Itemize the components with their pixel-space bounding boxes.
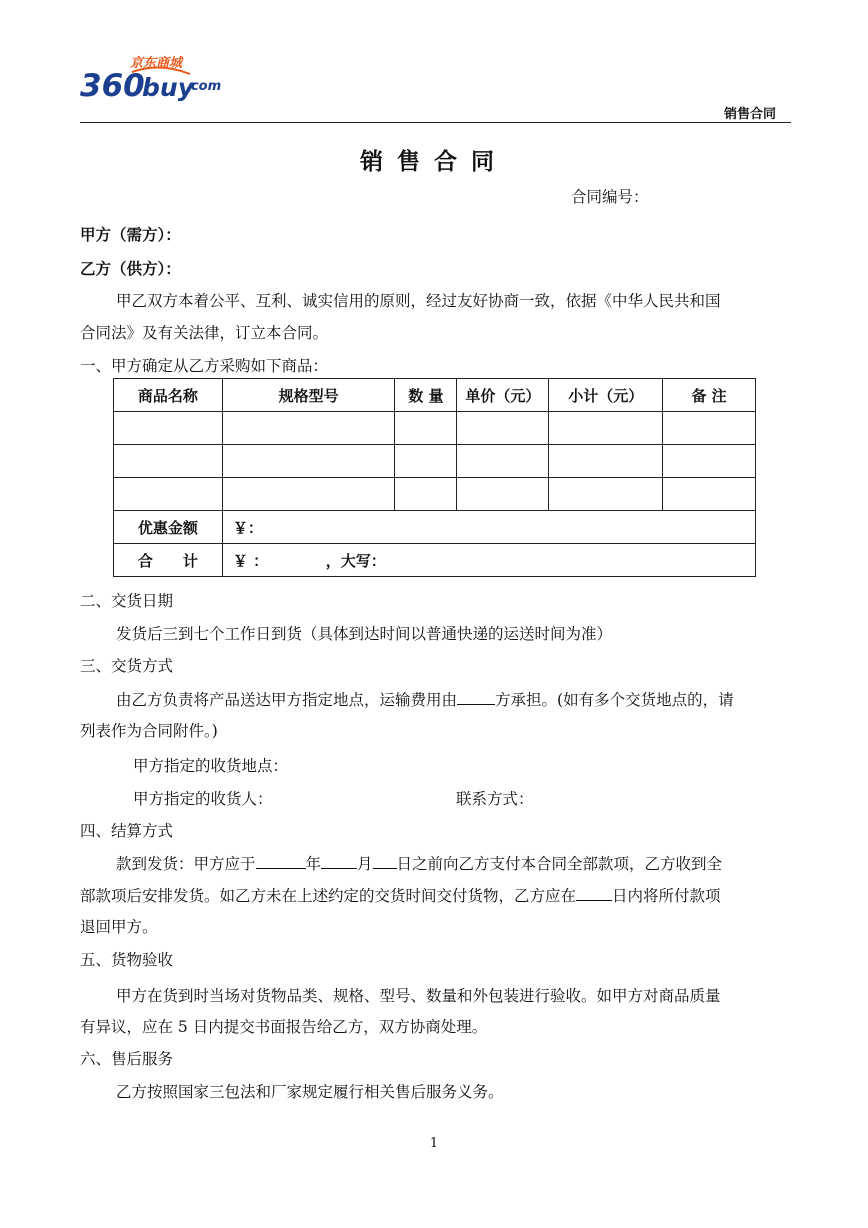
goods-table-header-row	[114, 379, 756, 412]
discount-label: 优惠金额	[114, 511, 223, 544]
discount-row	[114, 511, 756, 544]
intro-line-1: 甲乙双方本着公平、互利、诚实信用的原则，经过友好协商一致，依据《中华人民共和国	[116, 292, 721, 310]
table-cell	[222, 478, 395, 511]
section-6-heading: 六、售后服务	[80, 1050, 174, 1068]
table-row	[114, 445, 756, 478]
goods-table	[113, 378, 756, 577]
table-cell	[222, 445, 395, 478]
table-cell	[457, 412, 549, 445]
settlement-text-day: 日之前向乙方支付本合同全部款项，乙方收到全	[396, 855, 723, 873]
shipping-payer-blank	[457, 689, 495, 705]
settlement-text-year: 年	[305, 855, 322, 873]
settlement-text-1: 款到发货：甲方应于	[116, 855, 256, 873]
table-cell	[395, 445, 457, 478]
receiving-place-label: 甲方指定的收货地点：	[133, 757, 289, 775]
contract-number-label: 合同编号：	[571, 188, 649, 206]
table-cell	[663, 478, 756, 511]
total-value: ￥ ： ，大写：	[222, 544, 755, 577]
delivery-date-text: 发货后三到七个工作日到货（具体到达时间以普通快递的运送时间为准）	[116, 625, 613, 643]
logo-number-text: 360	[80, 68, 145, 104]
settlement-text-2b: 日内将所付款项	[612, 887, 721, 905]
col-header-unit-price: 单价（元）	[457, 379, 549, 412]
col-header-remarks: 备 注	[663, 379, 756, 412]
delivery-method-text-b: 方承担。(如有多个交货地点的，请	[495, 691, 734, 709]
page-number: 1	[429, 1136, 439, 1151]
refund-days-blank	[576, 885, 612, 901]
table-cell	[549, 445, 663, 478]
page-title: 销售合同	[360, 149, 508, 175]
settlement-line-3: 退回甲方。	[80, 918, 158, 936]
inspection-line-1: 甲方在货到时当场对货物品类、规格、型号、数量和外包装进行验收。如甲方对商品质量	[116, 987, 721, 1005]
table-row	[114, 478, 756, 511]
logo-word-text: buy	[142, 73, 194, 102]
settlement-line-2	[80, 885, 721, 906]
section-1-heading: 一、甲方确定从乙方采购如下商品：	[80, 357, 329, 375]
party-b-label: 乙方（供方）：	[80, 260, 181, 278]
settlement-text-month: 月	[357, 855, 373, 873]
section-3-heading: 三、交货方式	[80, 657, 174, 675]
company-logo	[80, 52, 240, 104]
inspection-line-2: 有异议，应在 5 日内提交书面报告给乙方，双方协商处理。	[80, 1018, 488, 1036]
settlement-text-2: 部款项后安排发货。如乙方未在上述约定的交货时间交付货物，乙方应在	[80, 887, 577, 905]
intro-line-2: 合同法》及有关法律，订立本合同。	[80, 324, 329, 342]
table-cell	[222, 412, 395, 445]
header-doc-label: 销售合同	[723, 107, 776, 122]
table-cell	[114, 412, 223, 445]
year-blank	[256, 853, 306, 869]
logo-domain-text: .com	[186, 79, 222, 94]
table-cell	[549, 412, 663, 445]
table-cell	[457, 478, 549, 511]
col-header-subtotal: 小计（元）	[549, 379, 663, 412]
table-cell	[114, 445, 223, 478]
total-label: 合 计	[114, 544, 223, 577]
table-cell	[457, 445, 549, 478]
contact-label: 联系方式：	[456, 790, 534, 808]
col-header-product-name: 商品名称	[114, 379, 223, 412]
settlement-line-1	[116, 853, 722, 874]
section-5-heading: 五、货物验收	[80, 951, 174, 969]
table-row	[114, 412, 756, 445]
discount-value: ￥：	[222, 511, 755, 544]
table-cell	[395, 412, 457, 445]
header-divider	[80, 122, 791, 123]
table-cell	[549, 478, 663, 511]
table-cell	[663, 412, 756, 445]
total-row	[114, 544, 756, 577]
col-header-quantity: 数 量	[395, 379, 457, 412]
col-header-spec: 规格型号	[222, 379, 395, 412]
delivery-method-line-1	[116, 689, 734, 710]
month-blank	[321, 853, 357, 869]
table-cell	[114, 478, 223, 511]
party-a-label: 甲方（需方）：	[80, 226, 181, 244]
day-blank	[373, 853, 397, 869]
logo-cn-text: 京东商城	[130, 56, 183, 71]
table-cell	[395, 478, 457, 511]
receiver-label: 甲方指定的收货人：	[133, 790, 273, 808]
delivery-method-text-a: 由乙方负责将产品送达甲方指定地点，运输费用由	[116, 691, 458, 709]
section-2-heading: 二、交货日期	[80, 592, 174, 610]
table-cell	[663, 445, 756, 478]
delivery-method-line-2: 列表作为合同附件。)	[80, 722, 218, 740]
section-4-heading: 四、结算方式	[80, 822, 174, 840]
after-sale-text: 乙方按照国家三包法和厂家规定履行相关售后服务义务。	[116, 1083, 504, 1101]
